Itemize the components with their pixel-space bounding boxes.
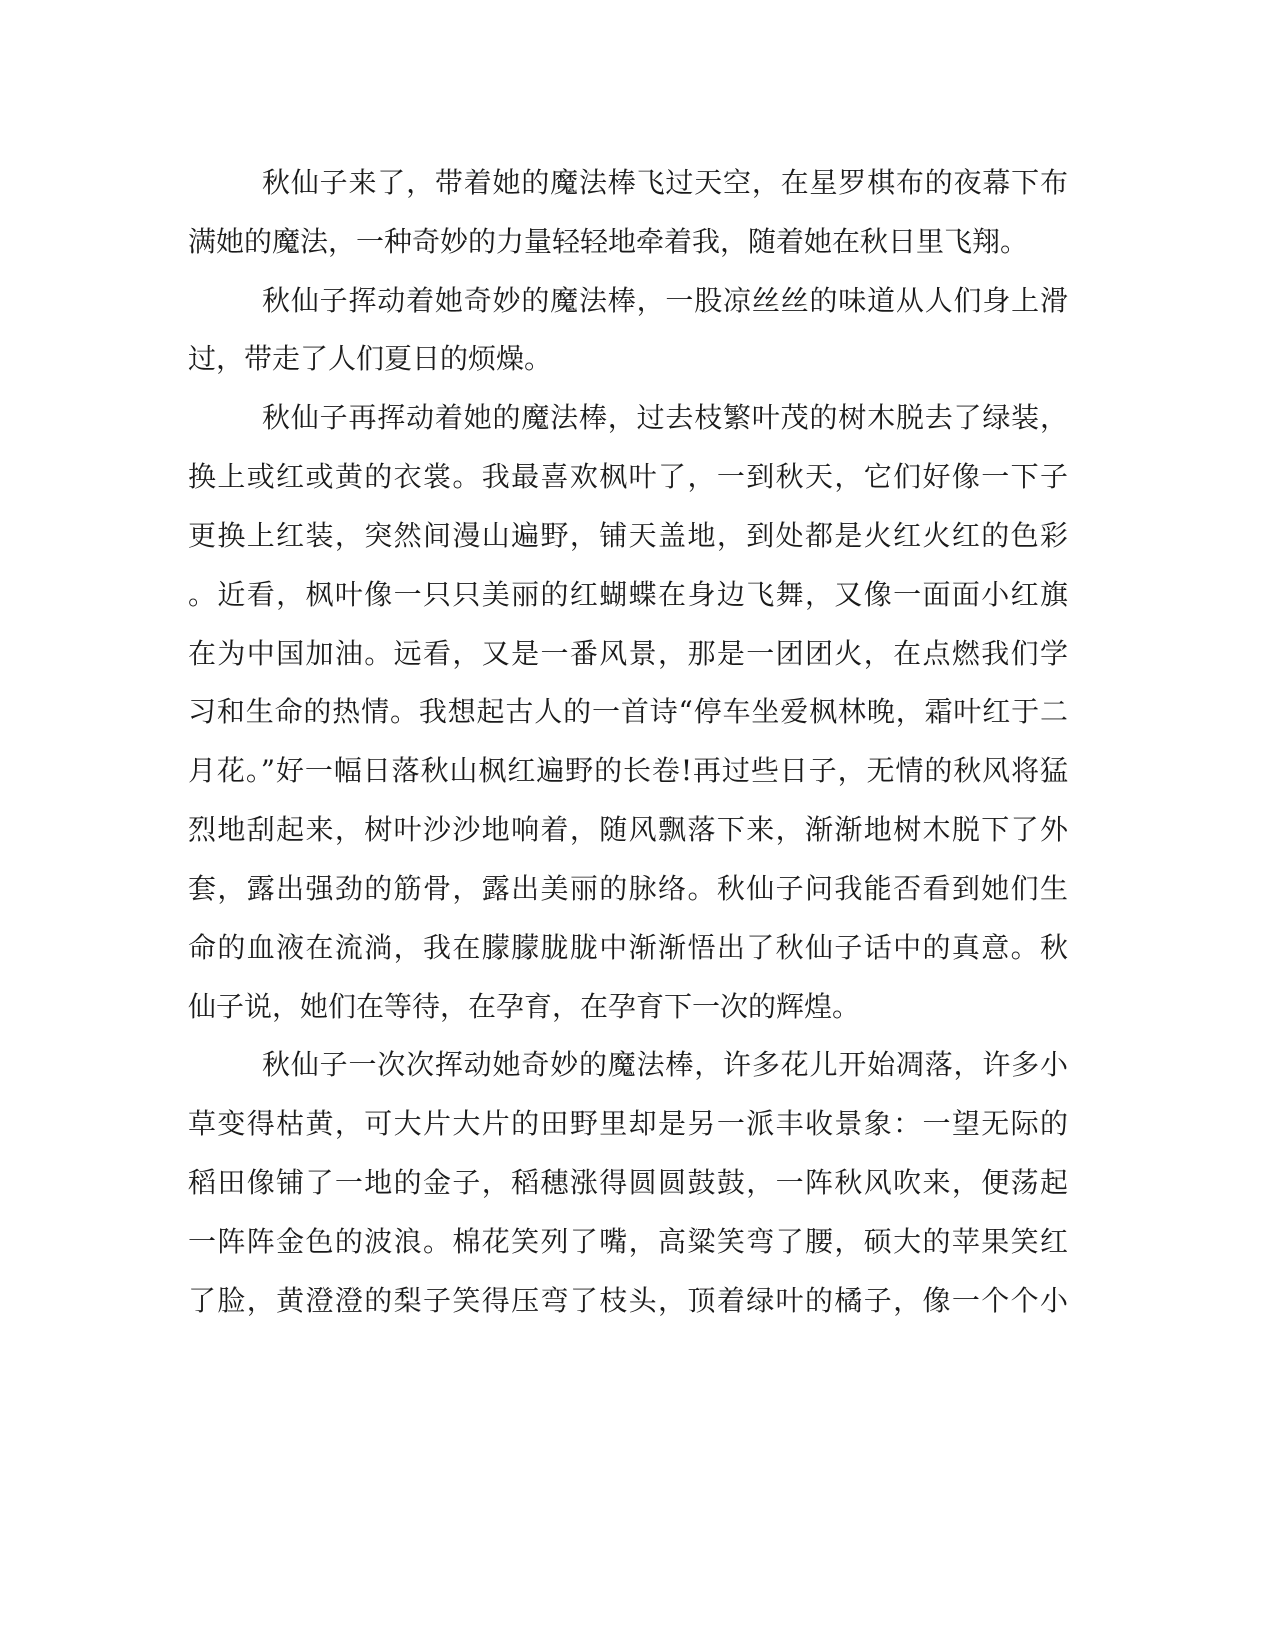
text-line: 稻田像铺了一地的金子，稻穗涨得圆圆鼓鼓，一阵秋风吹来，便荡起 [188,1166,1068,1199]
text-line: 仙子说，她们在等待，在孕育，在孕育下一次的辉煌。 [188,990,861,1023]
text-line: 换上或红或黄的衣裳。我最喜欢枫叶了，一到秋天，它们好像一下子 [188,460,1068,493]
text-line: 在为中国加油。远看，又是一番风景，那是一团团火，在点燃我们学 [188,637,1068,670]
text-line: 秋仙子挥动着她奇妙的魔法棒，一股凉丝丝的味道从人们身上滑 [262,284,1068,317]
text-line: 了脸，黄澄澄的梨子笑得压弯了枝头，顶着绿叶的橘子，像一个个小 [188,1284,1068,1317]
text-line: 。近看，枫叶像一只只美丽的红蝴蝶在身边飞舞，又像一面面小红旗 [188,578,1068,611]
text-line: 秋仙子再挥动着她的魔法棒，过去枝繁叶茂的树木脱去了绿装， [262,401,1068,434]
text-line: 一阵阵金色的波浪。棉花笑列了嘴，高粱笑弯了腰，硕大的苹果笑红 [188,1225,1068,1258]
text-line: 烈地刮起来，树叶沙沙地响着，随风飘落下来，渐渐地树木脱下了外 [188,813,1068,846]
text-line: 满她的魔法，一种奇妙的力量轻轻地牵着我，随着她在秋日里飞翔。 [188,225,1029,258]
text-line: 套，露出强劲的筋骨，露出美丽的脉络。秋仙子问我能否看到她们生 [188,872,1068,905]
text-line: 更换上红装，突然间漫山遍野，铺天盖地，到处都是火红火红的色彩 [188,519,1068,552]
text-line: 过，带走了人们夏日的烦燥。 [188,342,553,375]
text-line: 命的血液在流淌，我在朦朦胧胧中渐渐悟出了秋仙子话中的真意。秋 [188,931,1068,964]
text-line: 习和生命的热情。我想起古人的一首诗“停车坐爱枫林晚，霜叶红于二 [188,695,1068,728]
text-line: 草变得枯黄，可大片大片的田野里却是另一派丰收景象：一望无际的 [188,1107,1068,1140]
text-line: 秋仙子来了，带着她的魔法棒飞过天空，在星罗棋布的夜幕下布 [262,166,1068,199]
text-line: 月花。”好一幅日落秋山枫红遍野的长卷!再过些日子，无情的秋风将猛 [188,754,1068,787]
text-line: 秋仙子一次次挥动她奇妙的魔法棒，许多花儿开始凋落，许多小 [262,1048,1068,1081]
